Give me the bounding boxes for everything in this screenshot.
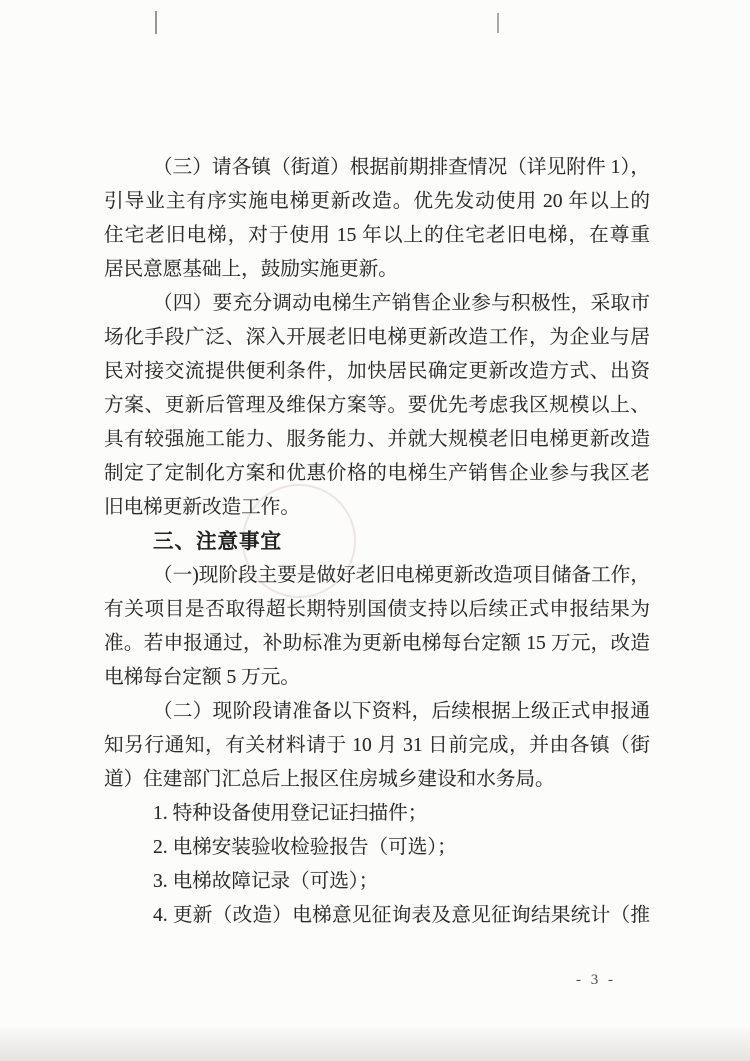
paragraph-line: 有关项目是否取得超长期特别国债支持以后续正式申报结果为 (104, 599, 650, 620)
fold-mark-right (497, 13, 499, 33)
section-heading: 三、注意事宜 (153, 530, 282, 553)
list-item: 3. 电梯故障记录（可选）； (153, 871, 379, 892)
paragraph-line: 知另行通知，有关材料请于 10 月 31 日前完成，并由各镇（街 (104, 735, 650, 756)
paragraph-line: 方案、更新后管理及维保方案等。要优先考虑我区规模以上、 (104, 395, 650, 416)
scan-edge-shadow (0, 1025, 750, 1061)
paragraph-line: （二）现阶段请准备以下资料，后续根据上级正式申报通 (153, 701, 650, 722)
paragraph-line: 居民意愿基础上，鼓励实施更新。 (104, 259, 398, 280)
paragraph-line: 民对接交流提供便利条件，加快居民确定更新改造方式、出资 (104, 361, 650, 382)
paragraph-line: 电梯每台定额 5 万元。 (104, 667, 300, 688)
list-item: 1. 特种设备使用登记证扫描件； (153, 803, 428, 824)
paragraph-line: （三）请各镇（街道）根据前期排查情况（详见附件 1）， (153, 157, 650, 178)
paragraph-line: 具有较强施工能力、服务能力、并就大规模老旧电梯更新改造 (104, 429, 650, 450)
document-body (104, 151, 650, 933)
list-item: 2. 电梯安装验收检验报告（可选）； (153, 837, 457, 858)
fold-mark-left (155, 11, 157, 34)
paragraph-line: 住宅老旧电梯，对于使用 15 年以上的住宅老旧电梯，在尊重 (104, 225, 650, 246)
paragraph-line: 制定了定制化方案和优惠价格的电梯生产销售企业参与我区老 (104, 463, 650, 484)
paragraph-line: 引导业主有序实施电梯更新改造。优先发动使用 20 年以上的 (104, 191, 650, 212)
paragraph-line: 准。若申报通过，补助标准为更新电梯每台定额 15 万元，改造 (104, 633, 650, 654)
list-item: 4. 更新（改造）电梯意见征询表及意见征询结果统计（推 (153, 905, 650, 926)
paragraph-line: （一)现阶段主要是做好老旧电梯更新改造项目储备工作， (153, 565, 650, 586)
paragraph-line: （四）要充分调动电梯生产销售企业参与积极性，采取市 (153, 293, 650, 314)
paragraph-line: 场化手段广泛、深入开展老旧电梯更新改造工作，为企业与居 (104, 327, 650, 348)
paragraph-line: 道）住建部门汇总后上报区住房城乡建设和水务局。 (104, 769, 555, 790)
page-number: - 3 - (576, 972, 616, 988)
paragraph-line: 旧电梯更新改造工作。 (104, 497, 300, 518)
